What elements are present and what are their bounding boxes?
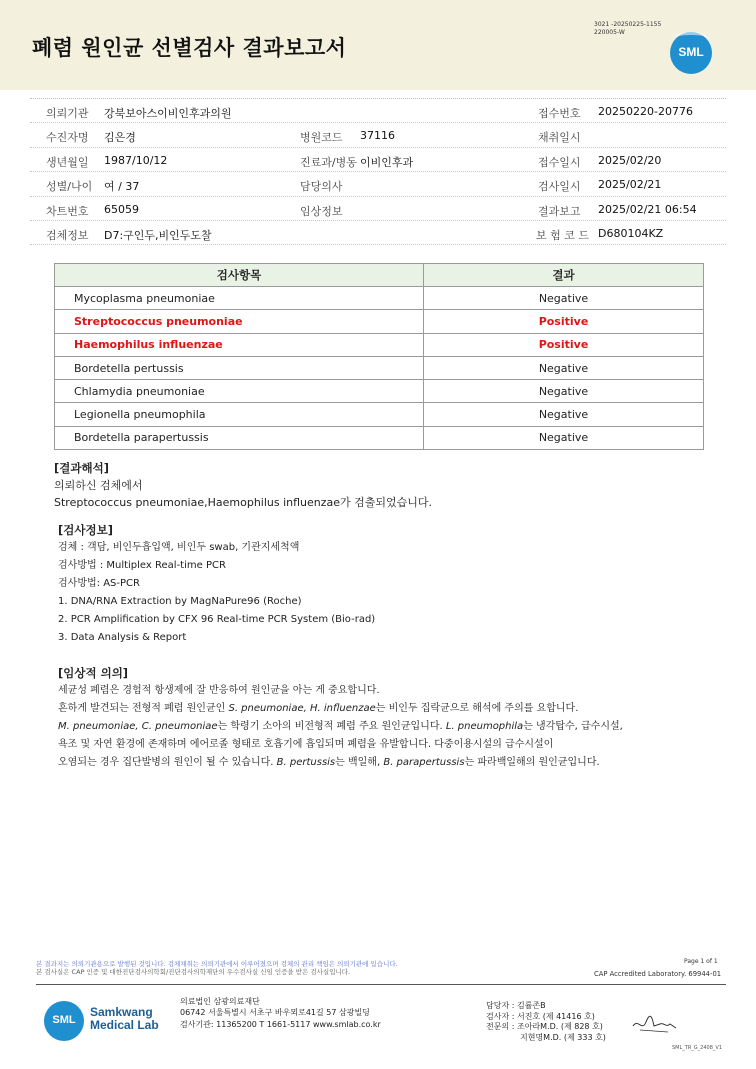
hospital-code-value: 37116 <box>360 129 395 143</box>
footer-sml-logo <box>44 1001 84 1041</box>
test-name: Haemophilus influenzae <box>55 333 424 356</box>
dept-label: 진료과/병동 <box>300 155 357 169</box>
clinical-significance-body <box>58 682 623 772</box>
report-date-label: 결과보고 <box>538 204 581 218</box>
cap-accreditation: CAP Accredited Laboratory. 69944-01 <box>594 970 722 978</box>
clinical-info-label: 임상정보 <box>300 204 343 218</box>
clinical-line: 욕조 및 자연 환경에 존재하며 에어로졸 형태로 호흡기에 흡입되며 폐렴을 유발합니다. 다중이용시설의 급수시설이 <box>58 739 554 750</box>
logo-arc-decoration <box>673 32 709 46</box>
page-number: Page 1 of 1 <box>684 958 718 965</box>
clinical-text: 오염되는 경우 집단발병의 원인이 될 수 있습니다. <box>58 757 277 768</box>
table-row <box>55 426 704 449</box>
species-italic: B. pertussis <box>276 757 336 768</box>
test-result: Negative <box>424 287 704 310</box>
staff-line: 전문의 : 조아라M.D. (제 828 호) <box>486 1022 603 1031</box>
info-row <box>30 197 726 221</box>
document-id-line2: 220005-W <box>594 29 625 36</box>
insurance-code-value: D680104KZ <box>598 226 664 240</box>
request-org-label: 의뢰기관 <box>46 107 89 120</box>
footer-notice-line2: 본 검사실은 CAP 인증 및 대한진단검사의학회/진단검사의학재단의 우수검사실 신임 인증을 받은 검사실입니다. <box>36 967 351 976</box>
staff-line: 검사자 : 서진호 (제 41416 호) <box>486 1011 595 1021</box>
interpretation-title: [결과해석] <box>54 461 109 475</box>
footer-lab-name <box>90 1006 159 1032</box>
footer-notice <box>36 961 398 976</box>
patient-value: 김은경 <box>104 131 136 145</box>
report-title: 폐렴 원인균 선별검사 결과보고서 <box>32 36 347 60</box>
test-info-line: 검사방법 : Multiplex Real-time PCR <box>58 560 226 571</box>
table-row <box>55 356 704 379</box>
specimen-label: 검체정보 <box>46 228 89 242</box>
document-id-line1: 3021 -20250225-1155 <box>594 21 662 28</box>
request-org-value: 강북보아스이비인후과의원 <box>104 107 232 120</box>
org-contact: 검사기관: 11365200 T 1661-5117 www.smlab.co.kr <box>180 1019 381 1029</box>
clinical-significance-title: [임상적 의의] <box>58 666 129 680</box>
hospital-code-label: 병원코드 <box>300 131 343 145</box>
info-row <box>30 221 726 245</box>
test-result: Negative <box>424 380 704 403</box>
dept-value: 이비인후과 <box>360 155 414 169</box>
receipt-date-label: 접수일시 <box>538 155 581 169</box>
test-date-label: 검사일시 <box>538 180 581 194</box>
test-name: Bordetella parapertussis <box>55 426 424 449</box>
doctor-label: 담당의사 <box>300 180 343 194</box>
test-name: Mycoplasma pneumoniae <box>55 287 424 310</box>
report-date-value: 2025/02/21 06:54 <box>598 202 697 216</box>
clinical-line <box>58 754 623 772</box>
info-row <box>30 172 726 196</box>
table-row <box>55 403 704 426</box>
receipt-no-value: 20250220-20776 <box>598 105 693 118</box>
test-name: Streptococcus pneumoniae <box>55 310 424 333</box>
clinical-text: 는 백일해, <box>335 757 384 768</box>
clinical-text: 는 비인두 집락균으로 해석에 주의를 요합니다. <box>375 703 579 714</box>
test-info-line: 검체 : 객담, 비인두흡입액, 비인두 swab, 기관지세척액 <box>58 542 300 553</box>
table-row <box>55 287 704 310</box>
test-info-line: 3. Data Analysis & Report <box>58 632 187 643</box>
test-info-line: 검사방법: AS-PCR <box>58 578 140 589</box>
test-name: Legionella pneumophila <box>55 403 424 426</box>
org-address: 06742 서울특별시 서초구 바우뫼로41길 57 삼광빌딩 <box>180 1008 370 1018</box>
insurance-code-label: 보 험 코 드 <box>536 228 589 242</box>
table-row <box>55 380 704 403</box>
table-row <box>55 333 704 356</box>
test-name: Bordetella pertussis <box>55 356 424 379</box>
test-name: Chlamydia pneumoniae <box>55 380 424 403</box>
test-info-line: 1. DNA/RNA Extraction by MagNaPure96 (Roche) <box>58 596 302 607</box>
test-result: Positive <box>424 310 704 333</box>
receipt-date-value: 2025/02/20 <box>598 153 662 167</box>
interpretation-line1: 의뢰하신 검체에서 <box>54 479 143 492</box>
clinical-line <box>58 718 623 736</box>
birth-value: 1987/10/12 <box>104 153 168 167</box>
staff-line: 지현명M.D. (제 333 호) <box>520 1032 606 1042</box>
sex-age-value: 여 / 37 <box>104 180 140 194</box>
test-info-lines <box>58 539 375 647</box>
form-code: SML_TR_G_2408_V1 <box>672 1045 723 1051</box>
clinical-line: 세균성 폐렴은 경험적 항생제에 잘 반응하여 원인균을 아는 게 중요합니다. <box>58 685 380 696</box>
test-result: Negative <box>424 426 704 449</box>
clinical-text: 는 냉각탑수, 급수시설, <box>523 721 623 732</box>
birth-label: 생년월일 <box>46 155 89 169</box>
org-name: 의료법인 삼광의료재단 <box>180 997 260 1006</box>
clinical-text: 는 학령기 소아의 비전형적 폐렴 주요 원인균입니다. <box>217 721 446 732</box>
col-test-item: 검사항목 <box>55 264 424 287</box>
test-info-title: [검사정보] <box>58 523 113 537</box>
footer-staff <box>486 1001 606 1043</box>
clinical-significance-title-wrap <box>58 665 128 682</box>
test-info-section <box>58 522 375 647</box>
species-italic: B. parapertussis <box>383 757 465 768</box>
interpretation-section <box>54 460 432 511</box>
table-row <box>55 310 704 333</box>
staff-line: 담당자 : 김률존B <box>486 1001 546 1010</box>
receipt-no-label: 접수번호 <box>538 107 581 120</box>
species-italic: S. pneumoniae, H. influenzae <box>228 703 376 714</box>
report-header <box>0 0 756 90</box>
footer-logo-text: SML <box>52 1014 76 1026</box>
info-row <box>30 148 726 172</box>
lab-name-line1: Samkwang <box>90 1005 153 1019</box>
results-header-row <box>55 264 704 287</box>
sml-logo-text: SML <box>678 45 704 59</box>
clinical-line <box>58 700 623 718</box>
test-result: Negative <box>424 403 704 426</box>
chart-no-value: 65059 <box>104 202 139 216</box>
info-row <box>30 99 726 123</box>
interpretation-line2: Streptococcus pneumoniae,Haemophilus influenzae가 검출되었습니다. <box>54 496 433 509</box>
patient-label: 수진자명 <box>46 131 89 145</box>
footer-notice-line1: 본 결과지는 의뢰기관용으로 발행된 것입니다. 검체채취는 의뢰기관에서 이루어졌으며 검체의 관리 책임은 의뢰기관에 있습니다. <box>36 960 398 968</box>
col-result: 결과 <box>424 264 704 287</box>
document-id <box>594 21 661 37</box>
footer-org-info <box>180 996 381 1030</box>
footer-divider <box>36 984 726 985</box>
collection-date-label: 채취일시 <box>538 131 581 145</box>
results-table <box>54 263 704 450</box>
test-date-value: 2025/02/21 <box>598 178 662 192</box>
clinical-text: 흔하게 발견되는 전형적 폐렴 원인균인 <box>58 703 229 714</box>
test-result: Negative <box>424 356 704 379</box>
test-info-line: 2. PCR Amplification by CFX 96 Real-time PCR System (Bio-rad) <box>58 614 376 625</box>
clinical-text: 는 파라백일해의 원인균입니다. <box>464 757 600 768</box>
specimen-value: D7:구인두,비인두도찰 <box>104 228 212 242</box>
lab-name-line2: Medical Lab <box>90 1018 159 1032</box>
species-italic: M. pneumoniae, C. pneumoniae <box>58 721 218 732</box>
chart-no-label: 차트번호 <box>46 204 89 218</box>
signature-image <box>630 1012 678 1038</box>
info-row <box>30 123 726 147</box>
sex-age-label: 성별/나이 <box>46 180 93 194</box>
species-italic: L. pneumophila <box>445 721 524 732</box>
test-result: Positive <box>424 333 704 356</box>
patient-info-table <box>30 98 726 245</box>
